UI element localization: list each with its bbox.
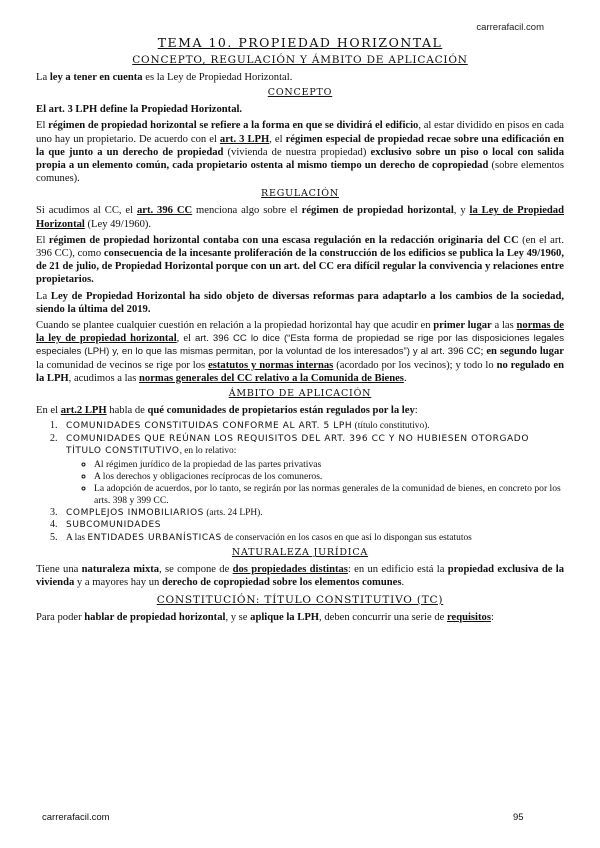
naturaleza-heading: NATURALEZA JURÍDICA [231, 547, 369, 559]
sub-list [66, 459, 564, 507]
intro-paragraph: La ley a tener en cuenta es la Ley de Propiedad Horizontal. [36, 72, 293, 83]
list-item: 4. SUBCOMUNIDADES [60, 519, 564, 532]
constitucion-heading: CONSTITUCIÓN: TÍTULO CONSTITUTIVO (TC) [156, 593, 444, 606]
sub-list-item: ◦ La adopción de acuerdos, por lo tanto, se regirán por las normas generales de la comunidad de bienes, en concreto por los arts. 398 y 399 CC. [94, 483, 564, 507]
concepto-heading: CONCEPTO [267, 87, 333, 99]
regulacion-p4: Cuando se plantee cualquier cuestión en relación a la propiedad horizontal hay que acudir en primer lugar a las normas de la ley de propiedad horizontal, el art. 396 CC lo dice (“Esta forma de propiedad se rige por las disposiciones legales especiales (LPH) y, en lo que las mismas permitan, por la voluntad de los interesados”) y al art. 396 CC; en segundo lugar la comunidad de vecinos se rige por los estatutos y normas internas (acordado por los vecinos); y todo lo no regulado en la LPH, acudimos a las normas generales del CC relativo a la Comunida de Bienes. [36, 320, 565, 384]
concepto-p1: El art. 3 LPH define la Propiedad Horizontal. [36, 104, 243, 116]
naturaleza-paragraph: Tiene una naturaleza mixta, se compone de dos propiedades distintas: en un edificio está la propiedad exclusiva de la vivienda y a mayores hay un derecho de copropiedad sobre los elementos comunes. [36, 564, 564, 589]
header-site: carrerafacil.com [476, 22, 544, 33]
regulacion-p1: Si acudimos al CC, el art. 396 CC menciona algo sobre el régimen de propiedad horizontal, y la Ley de Propiedad Horizontal (Ley 49/1960). [36, 205, 564, 230]
list-item: 2. COMUNIDADES QUE REÚNAN LOS REQUISITOS DEL ART. 396 CC Y NO HUBIESEN OTORGADO TÍTULO CONSTITUTIVO, en lo relativo: ◦ Al régimen jurídico de la propiedad de las partes privativas ◦ A los derechos y obligaciones recíprocas de los comuneros. ◦ La adopción de acuerdos, por lo tanto, se regirán por las normas generales de la comunidad de bienes, en concreto por los arts. 398 y 399 CC. [60, 433, 564, 507]
content [36, 35, 564, 624]
document-title: TEMA 10. PROPIEDAD HORIZONTAL [157, 35, 443, 50]
regulacion-p2: El régimen de propiedad horizontal contaba con una escasa regulación en la redacción originaria del CC (en el art. 396 CC), como consecuencia de la incesante proliferación de la construcción de los edificios se publica la Ley 49/1960, de 21 de julio, de Propiedad Horizontal porque con un art. del CC era difícil regular la convivencia y relaciones entre propietarios. [36, 234, 564, 286]
page-number: 95 [513, 812, 524, 823]
list-item: 5. A las ENTIDADES URBANÍSTICAS de conservación en los casos en que así lo dispongan sus estatutos [60, 532, 564, 545]
ambito-heading: ÁMBITO DE APLICACIÓN [228, 388, 372, 400]
ambito-intro: En el art.2 LPH habla de qué comunidades de propietarios están regulados por la ley: [36, 405, 418, 417]
list-item: 3. COMPLEJOS INMOBILIARIOS (arts. 24 LPH). [60, 507, 564, 520]
list-item: 1. COMUNIDADES CONSTITUIDAS CONFORME AL ART. 5 LPH (título constitutivo). [60, 420, 564, 433]
regulacion-p3: La Ley de Propiedad Horizontal ha sido objeto de diversas reformas para adaptarlo a los cambios de la sociedad, siendo la última del 2019. [36, 290, 564, 315]
footer-site: carrerafacil.com [42, 812, 110, 823]
main-section-heading: CONCEPTO, REGULACIÓN Y ÁMBITO DE APLICACIÓN [132, 54, 468, 66]
regulacion-heading: REGULACIÓN [261, 188, 339, 200]
constitucion-paragraph: Para poder hablar de propiedad horizontal, y se aplique la LPH, deben concurrir una serie de requisitos: [36, 611, 494, 623]
sub-list-item: ◦ A los derechos y obligaciones recíprocas de los comuneros. [94, 471, 564, 483]
concepto-p2: El régimen de propiedad horizontal se refiere a la forma en que se dividirá el edificio, al estar dividido en pisos en cada uno hay un propietario. De acuerdo con el art. 3 LPH, el régimen especial de propiedad recae sobre una edificación en la que junto a un derecho de propiedad (vivienda de nuestra propiedad) exclusivo sobre un piso o local con salida propia a un elemento común, cada propietario ostenta al mismo tiempo un derecho de copropiedad (sobre elementos comunes). [36, 120, 565, 185]
sub-list-item: ◦ Al régimen jurídico de la propiedad de las partes privativas [94, 459, 564, 471]
ambito-list [36, 420, 564, 544]
